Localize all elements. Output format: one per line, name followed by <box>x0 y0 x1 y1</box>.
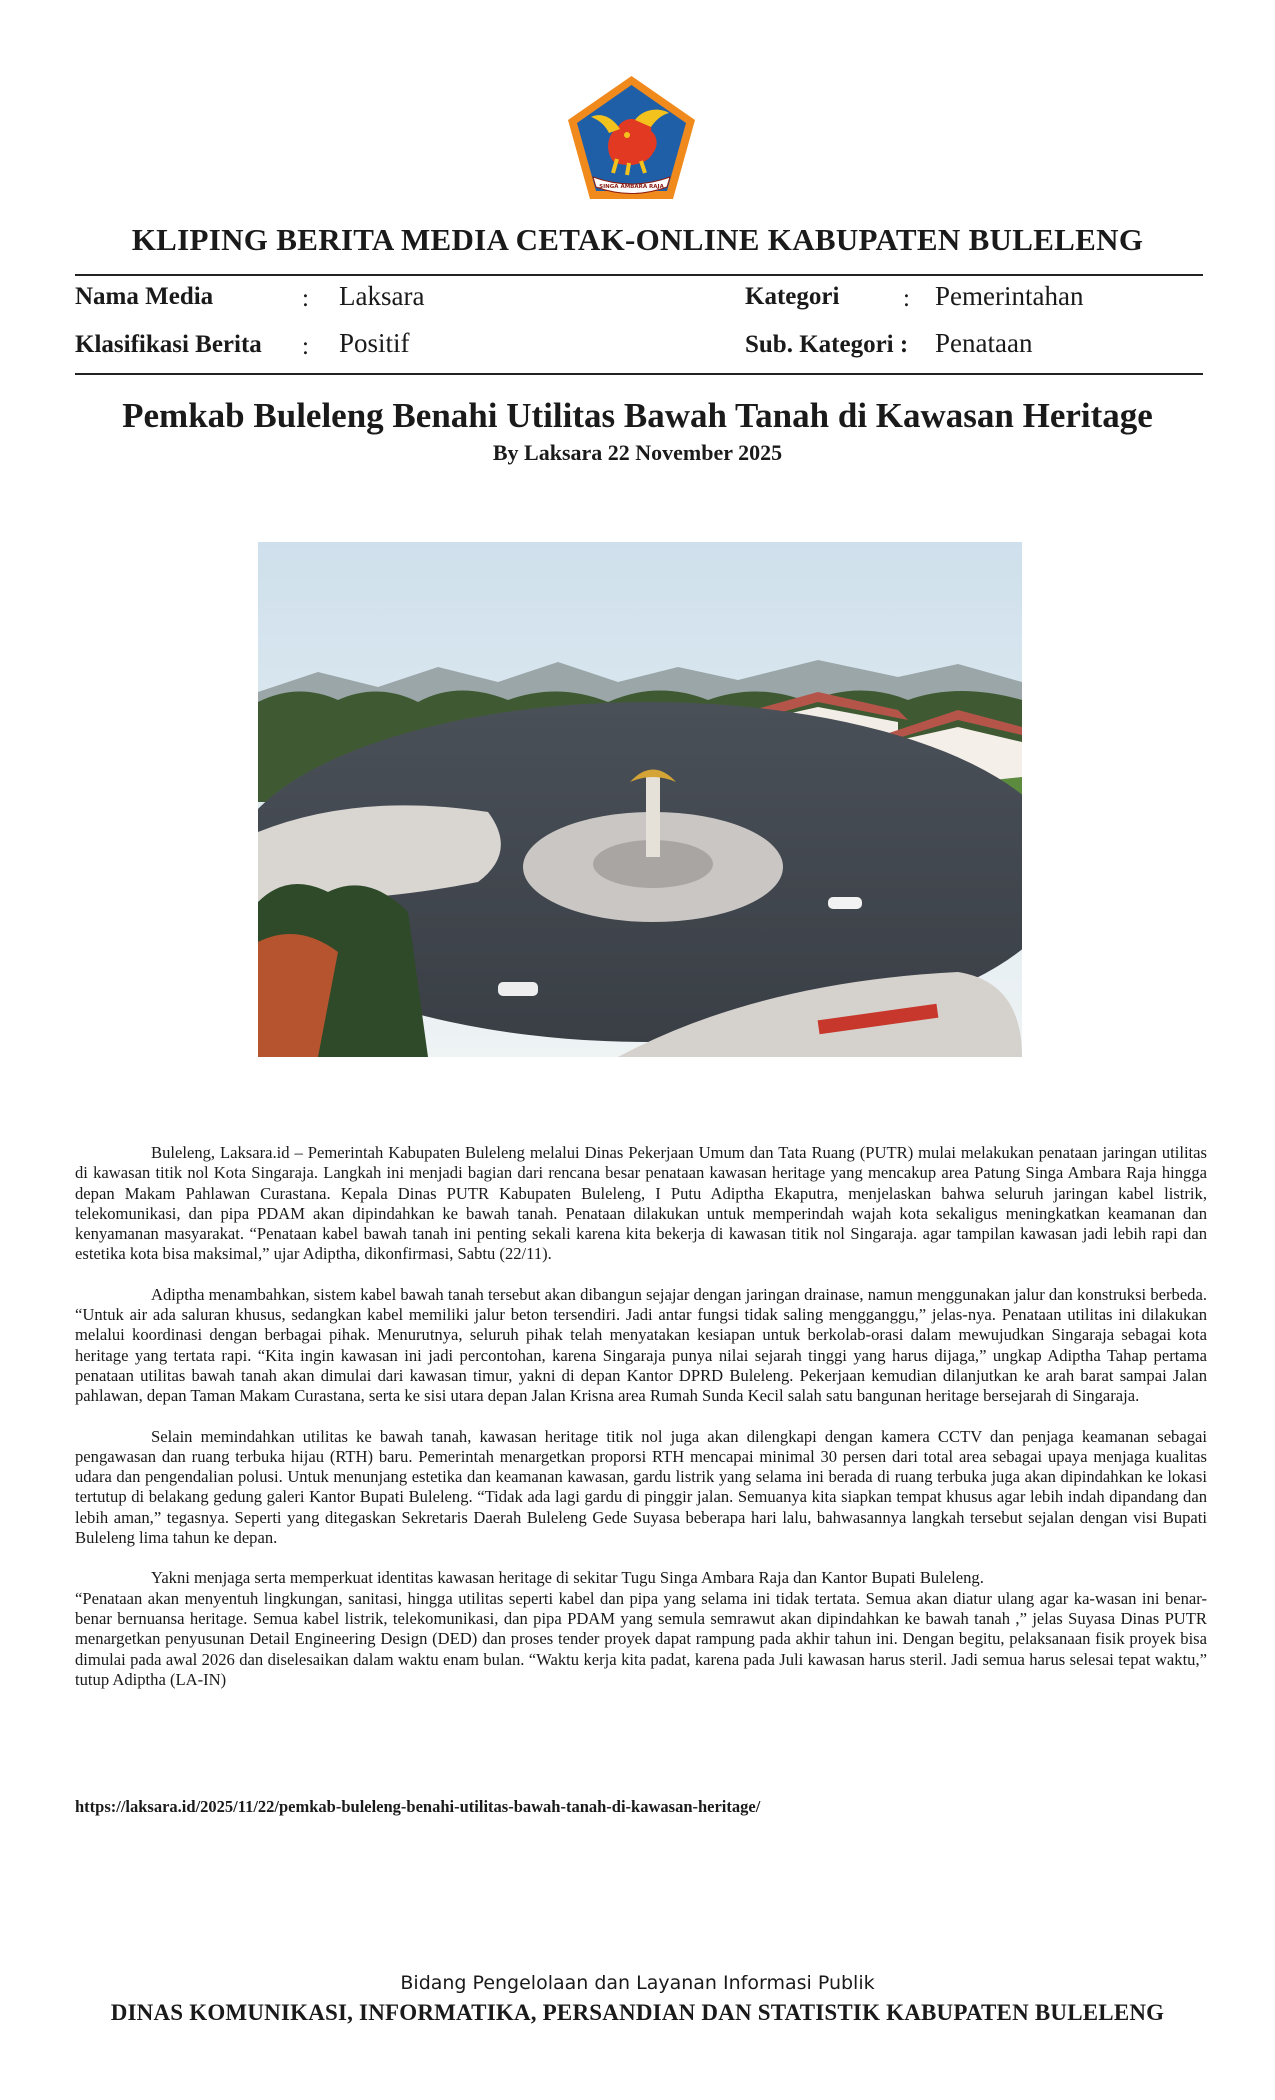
media-label: Nama Media <box>75 283 214 310</box>
media-colon: : <box>302 285 309 312</box>
classification-colon: : <box>302 333 309 360</box>
article-paragraph-3: Selain memindahkan utilitas ke bawah tanah, kawasan heritage titik nol juga akan dilengkapi dengan kamera CCTV dan penjaga keamanan sebagai pengawasan dan ruang terbuka hijau (RTH) baru. Pemerintah menargetkan proporsi RTH mencapai minimal 30 persen dari total area sebagai upaya menjaga kualitas udara dan pengendalian polusi. Untuk menunjang estetika dan keamanan kawasan, gardu listrik yang selama ini berada di ruang terbuka juga akan dipindahkan ke lokasi tertutup di belakang gedung galeri Kantor Bupati Buleleng. “Tidak ada lagi gardu di pinggir jalan. Semuanya kita siapkan tempat khusus agar lebih indah dipandang dan lebih aman,” tegasnya. Seperti yang ditegaskan Sekretaris Daerah Buleleng Gede Suyasa beberapa hari lalu, bahwasannya langkah tersebut sejalan dengan visi Bupati Buleleng lima tahun ke depan. <box>75 1426 1207 1548</box>
footer-department: Bidang Pengelolaan dan Layanan Informasi Publik <box>400 1972 875 1994</box>
category-value: Pemerintahan <box>935 281 1084 311</box>
source-link[interactable]: https://laksara.id/2025/11/22/pemkab-buleleng-benahi-utilitas-bawah-tanah-di-kawasan-heritage/ <box>75 1797 761 1816</box>
classification-value: Positif <box>339 328 410 358</box>
article-headline: Pemkab Buleleng Benahi Utilitas Bawah Tanah di Kawasan Heritage <box>122 396 1153 435</box>
media-value: Laksara <box>339 281 425 311</box>
buleleng-logo <box>565 73 698 203</box>
logo-ribbon-text: SINGA AMBARA RAJA <box>599 184 664 190</box>
header-divider-top <box>75 274 1203 276</box>
article-paragraph-1: Buleleng, Laksara.id – Pemerintah Kabupaten Buleleng melalui Dinas Pekerjaan Umum dan Tata Ruang (PUTR) mulai melakukan penataan jaringan utilitas di kawasan titik nol Kota Singaraja. Langkah ini menjadi bagian dari rencana besar penataan kawasan heritage yang mencakup area Patung Singa Ambara Raja hingga depan Makam Pahlawan Curastana. Kepala Dinas PUTR Kabupaten Buleleng, I Putu Adiptha Ekaputra, menjelaskan bahwa seluruh jaringan kabel listrik, telekomunikasi, dan pipa PDAM akan dipindahkan ke bawah tanah. Penataan dilakukan untuk memperindah wajah kota sekaligus meningkatkan keamanan dan kenyamanan masyarakat. “Penataan kabel bawah tanah ini penting sekali karena kita bekerja di kawasan titik nol Singaraja. agar tampilan kawasan jadi lebih rapi dan estetika kota bisa maksimal,” ujar Adiptha, dikonfirmasi, Sabtu (22/11). <box>75 1143 1207 1264</box>
classification-label: Klasifikasi Berita <box>75 331 262 358</box>
article-paragraph-5: “Penataan akan menyentuh lingkungan, sanitasi, hingga utilitas seperti kabel dan pipa yang selama ini tidak tertata. Semua akan diatur ulang agar ka-wasan ini benar-benar bernuansa heritage. Semua kabel listrik, telekomunikasi, dan pipa PDAM yang semula semrawut akan dipindahkan ke bawah tanah ,” jelas Suyasa Dinas PUTR menargetkan penyusunan Detail Engineering Design (DED) dan proses tender proyek dapat rampung pada akhir tahun ini. Dengan begitu, pelaksanaan fisik proyek bisa dimulai pada awal 2026 dan diselesaikan dalam waktu enam bulan. “Waktu kerja kita padat, karena pada Juli kawasan harus steril. Jadi semua harus selesai tepat waktu,” tutup Adiptha (LA-IN) <box>75 1588 1207 1689</box>
header-divider-bottom <box>75 373 1203 375</box>
article-paragraph-2: Adiptha menambahkan, sistem kabel bawah tanah tersebut akan dibangun sejajar dengan jaringan drainase, namun menggunakan jalur dan konstruksi berbeda. “Untuk air ada saluran khusus, sedangkan kabel memiliki jalur beton tersendiri. Jadi antar fungsi tidak saling mengganggu,” jelas-nya. Penataan utilitas ini dilakukan melalui koordinasi dengan berbagai pihak. Menurutnya, seluruh pihak telah menyatakan kesiapan untuk berkolab-orasi dalam mewujudkan Singaraja sebagai kota heritage yang tertata rapi. “Kita ingin kawasan ini jadi percontohan, karena Singaraja punya nilai sejarah tinggi yang harus dijaga,” ungkap Adiptha Tahap pertama penataan utilitas bawah tanah akan dimulai dari kawasan timur, yakni di depan Kantor DPRD Buleleng. Pekerjaan kemudian dilanjutkan ke arah barat sampai Jalan pahlawan, depan Taman Makam Curastana, serta ke sisi utara depan Jalan Krisna area Rumah Sunda Kecil salah satu bangunan heritage bersejarah di Singaraja. <box>75 1284 1207 1406</box>
category-label: Kategori <box>745 283 840 310</box>
heritage-roundabout-rendering <box>258 542 1022 1057</box>
subcategory-label: Sub. Kategori : <box>745 331 909 358</box>
singa-ambara-raja-emblem-icon <box>565 73 698 203</box>
footer-agency: DINAS KOMUNIKASI, INFORMATIKA, PERSANDIAN DAN STATISTIK KABUPATEN BULELENG <box>110 2000 1165 2025</box>
clipping-header-title: KLIPING BERITA MEDIA CETAK-ONLINE KABUPATEN BULELENG <box>131 222 1144 257</box>
subcategory-value: Penataan <box>935 328 1033 358</box>
article-paragraph-4: Yakni menjaga serta memperkuat identitas kawasan heritage di sekitar Tugu Singa Ambara Raja dan Kantor Bupati Buleleng. <box>151 1568 984 1588</box>
article-byline: By Laksara 22 November 2025 <box>492 440 783 465</box>
article-photo <box>258 542 1022 1057</box>
article-body <box>75 1143 1207 1710</box>
category-colon: : <box>903 285 910 312</box>
